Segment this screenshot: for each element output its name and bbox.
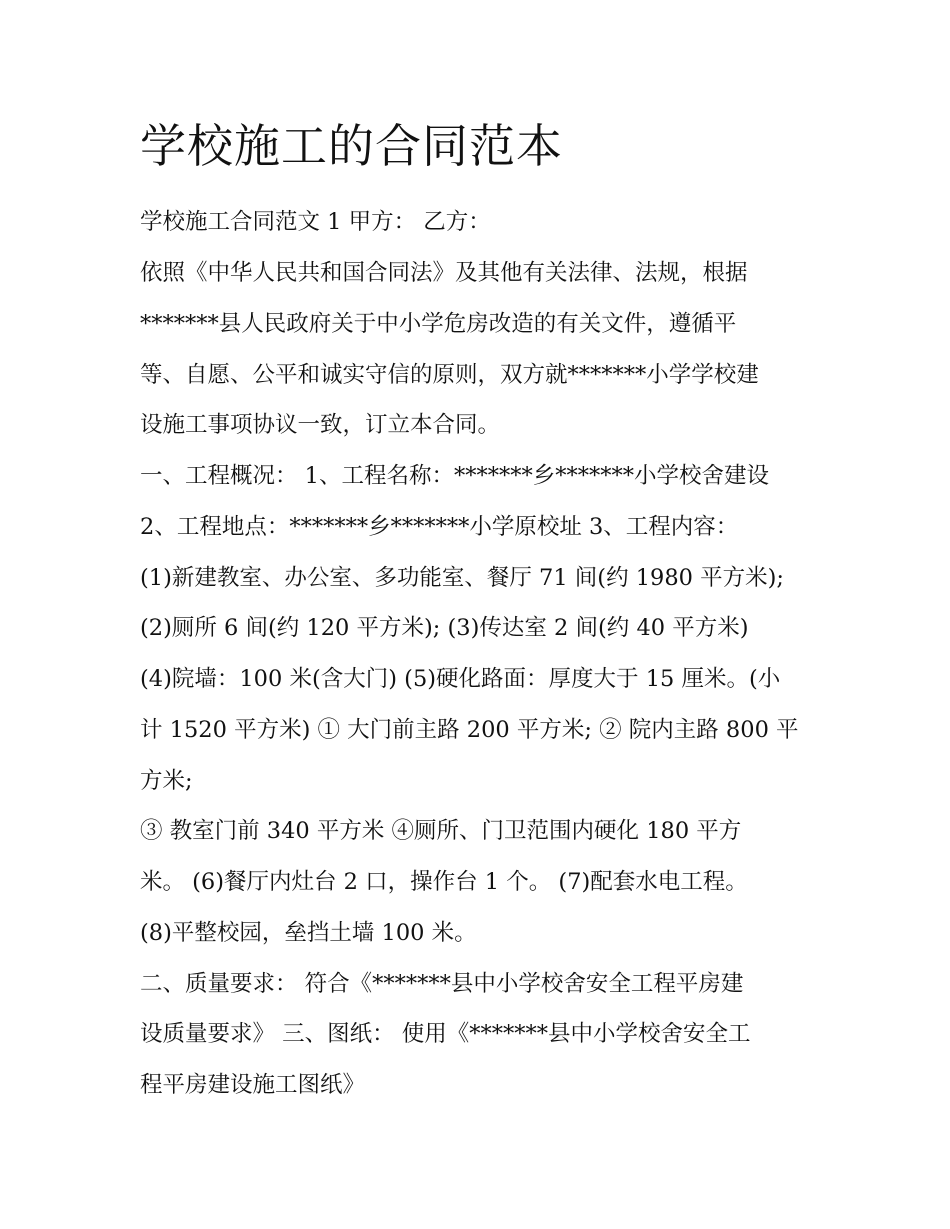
paragraph-line-16: 二、质量要求： 符合《*******县中小学校舍安全工程平房建 (140, 971, 744, 997)
paragraph-line-3: *******县人民政府关于中小学危房改造的有关文件，遵循平 (140, 311, 737, 337)
paragraph-line-11: 计 1520 平方米) ① 大门前主路 200 平方米; ② 院内主路 800 平 (140, 717, 799, 743)
paragraph-line-17: 设质量要求》 三、图纸： 使用《*******县中小学校舍安全工 (140, 1021, 751, 1047)
document-title: 学校施工的合同范本 (140, 119, 563, 173)
paragraph-line-12: 方米; (140, 768, 193, 794)
paragraph-line-8: (1)新建教室、办公室、多功能室、餐厅 71 间(约 1980 平方米); (140, 565, 785, 591)
paragraph-line-13: ③ 教室门前 340 平方米 ④厕所、门卫范围内硬化 180 平方 (140, 818, 742, 844)
paragraph-line-15: (8)平整校园，垒挡土墙 100 米。 (140, 920, 477, 946)
paragraph-line-1: 学校施工合同范文 1 甲方： 乙方： (140, 209, 491, 235)
paragraph-line-7: 2、工程地点：*******乡*******小学原校址 3、工程内容： (140, 514, 739, 540)
paragraph-line-2: 依照《中华人民共和国合同法》及其他有关法律、法规，根据 (140, 260, 748, 286)
paragraph-line-9: (2)厕所 6 间(约 120 平方米); (3)传达室 2 间(约 40 平方米) (140, 615, 749, 641)
paragraph-line-14: 米。 (6)餐厅内灶台 2 口，操作台 1 个。 (7)配套水电工程。 (140, 869, 748, 895)
paragraph-line-4: 等、自愿、公平和诚实守信的原则，双方就*******小学学校建 (140, 362, 759, 388)
paragraph-line-5: 设施工事项协议一致，订立本合同。 (140, 412, 501, 438)
paragraph-line-10: (4)院墙：100 米(含大门) (5)硬化路面：厚度大于 15 厘米。(小 (140, 666, 781, 692)
paragraph-line-18: 程平房建设施工图纸》 (140, 1072, 366, 1098)
paragraph-line-6: 一、工程概况： 1、工程名称：*******乡*******小学校舍建设 (140, 463, 769, 489)
